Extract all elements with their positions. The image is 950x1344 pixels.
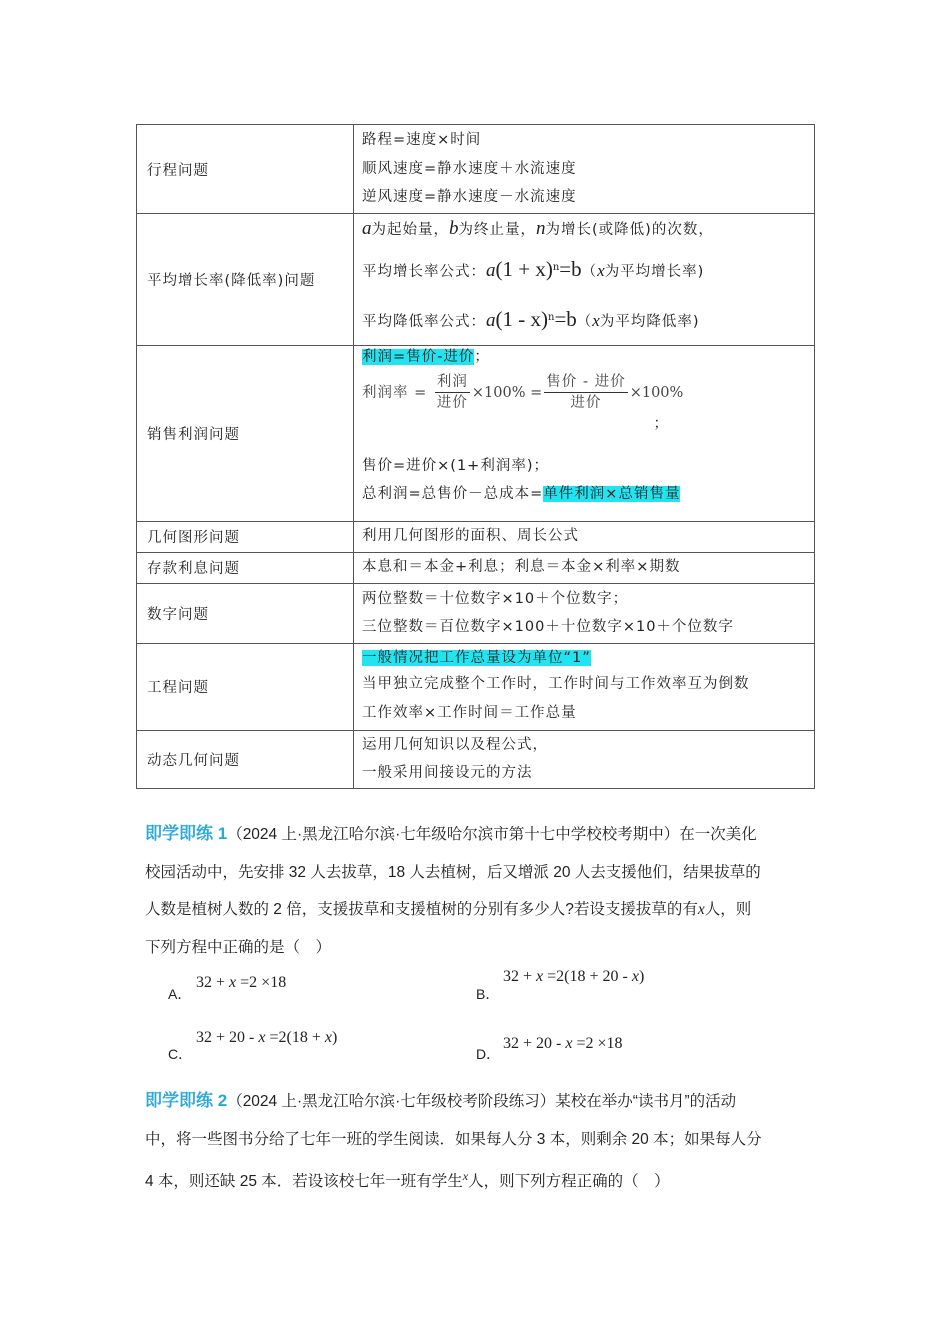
text-line: 本息和＝本金+利息；利息＝本金×利率×期数 — [362, 559, 681, 576]
category-cell: 平均增长率(降低率)问题 — [137, 214, 354, 346]
text-line: 三位整数＝百位数字×100＋十位数字×10＋个位数字 — [362, 619, 734, 636]
profit-rate-formula: 利润率 = $\frac{\text{利润}}{\text{进价}}$ ×100% = $\frac{\text{售价 - 进价}}{\text{进价}}$ ×100% — [362, 374, 684, 412]
content-cell — [354, 583, 815, 643]
table-row — [137, 521, 815, 552]
category-cell: 销售利润问题 — [137, 345, 354, 521]
content-cell — [354, 125, 815, 214]
category-cell: 动态几何问题 — [137, 730, 354, 788]
highlighted-text: 利润=售价-进价 — [362, 348, 475, 365]
text-line: 两位整数＝十位数字×10＋个位数字； — [362, 590, 629, 607]
decline-formula: 平均降低率公式：a(1 - x)$^n$=b（x为平均降低率) — [362, 306, 700, 331]
table-row — [137, 643, 815, 730]
option-b-letter[interactable]: B． — [476, 986, 500, 1002]
exercise-1 — [145, 815, 805, 966]
exercise-2-line: 即学即练 2（2024 上·黑龙江哈尔滨·七年级校考阶段练习）某校在举办“读书月”的活动 — [145, 1091, 737, 1110]
option-d-letter[interactable]: D． — [476, 1046, 501, 1062]
text-line: ； — [653, 415, 669, 432]
table-row — [137, 125, 815, 214]
text-line: 一般采用间接设元的方法 — [362, 765, 533, 782]
exercise-1-line: 即学即练 1（2024 上·黑龙江哈尔滨·七年级哈尔滨市第十七中学校校考期中）在一次美化 — [145, 824, 757, 843]
option-a-letter[interactable]: A． — [168, 986, 192, 1002]
exercise-label: 即学即练 1 — [145, 824, 228, 843]
option-d-equation[interactable]: 32 + 20 - x =2 ×18 — [503, 1035, 623, 1052]
text-line: 当甲独立完成整个工作时，工作时间与工作效率互为倒数 — [362, 676, 750, 693]
text-line: 利用几何图形的面积、周长公式 — [362, 528, 579, 545]
text-line: 路程=速度×时间 — [362, 132, 482, 149]
highlighted-text: 单件利润×总销售量 — [543, 486, 681, 503]
growth-formula: 平均增长率公式：$a(1 + x)^n=b(x$为平均增长率) — [362, 256, 705, 281]
option-c-equation[interactable]: 32 + 20 - x =2(18 + x) — [196, 1029, 338, 1046]
category-cell: 存款利息问题 — [137, 552, 354, 583]
content-cell — [354, 214, 815, 346]
content-cell — [354, 552, 815, 583]
content-cell — [354, 521, 815, 552]
exercise-2-line: 中，将一些图书分给了七年一班的学生阅读．如果每人分 3 本，则剩余 20 本；如果每人分 — [145, 1130, 762, 1148]
content-cell — [354, 345, 815, 521]
content-cell — [354, 643, 815, 730]
fraction: $\frac{\text{利润}}{\text{进价}}$ — [436, 374, 468, 412]
text-line: 逆风速度=静水速度－水流速度 — [362, 189, 577, 206]
table-row — [137, 552, 815, 583]
table-row — [137, 583, 815, 643]
category-cell: 行程问题 — [137, 125, 354, 214]
exercise-1-line: 校园活动中，先安排 32 人去拔草，18 人去植树，后又增派 20 人去支援他们，结果拔草的 — [145, 863, 761, 881]
exercise-2 — [145, 1082, 805, 1201]
text-line: 顺风速度=静水速度＋水流速度 — [362, 160, 577, 177]
text-line: 利润=售价-进价； — [362, 348, 490, 365]
exercise-label: 即学即练 2 — [145, 1091, 228, 1110]
exercise-2-line: 4 本，则还缺 25 本．若设该校七年一班有学生$^x$人，则下列方程正确的（ ） — [145, 1169, 670, 1191]
text-line: a为起始量，b为终止量，n为增长(或降低)的次数， — [362, 218, 714, 239]
content-cell — [354, 730, 815, 788]
option-c-letter[interactable]: C． — [168, 1046, 193, 1062]
fraction: $\frac{\text{售价 - 进价}}{\text{进价}}$ — [546, 374, 626, 412]
text-line — [362, 646, 814, 670]
option-b-equation[interactable]: 32 + x =2(18 + 20 - x) — [503, 968, 645, 985]
option-a-equation[interactable]: 32 + x =2 ×18 — [196, 974, 287, 991]
category-cell: 几何图形问题 — [137, 521, 354, 552]
text-line: 工作效率×工作时间＝工作总量 — [362, 704, 577, 721]
table-row — [137, 730, 815, 788]
exercise-1-line: 人数是植树人数的 2 倍，支援拔草和支援植树的分别有多少人?若设支援拔草的有x人，则 — [145, 901, 752, 918]
category-cell: 数字问题 — [137, 583, 354, 643]
exercise-1-line: 下列方程中正确的是（ ） — [145, 938, 332, 956]
highlighted-text: 一般情况把工作总量设为单位“1” — [362, 650, 591, 667]
table-row — [137, 214, 815, 346]
equation-topics-table — [136, 124, 815, 789]
text-line: 售价=进价×(1+利润率)； — [362, 457, 549, 474]
table-row — [137, 345, 815, 521]
text-line: 总利润=总售价－总成本=单件利润×总销售量 — [362, 486, 681, 503]
text-line: 运用几何知识以及程公式， — [362, 736, 548, 753]
category-cell: 工程问题 — [137, 643, 354, 730]
